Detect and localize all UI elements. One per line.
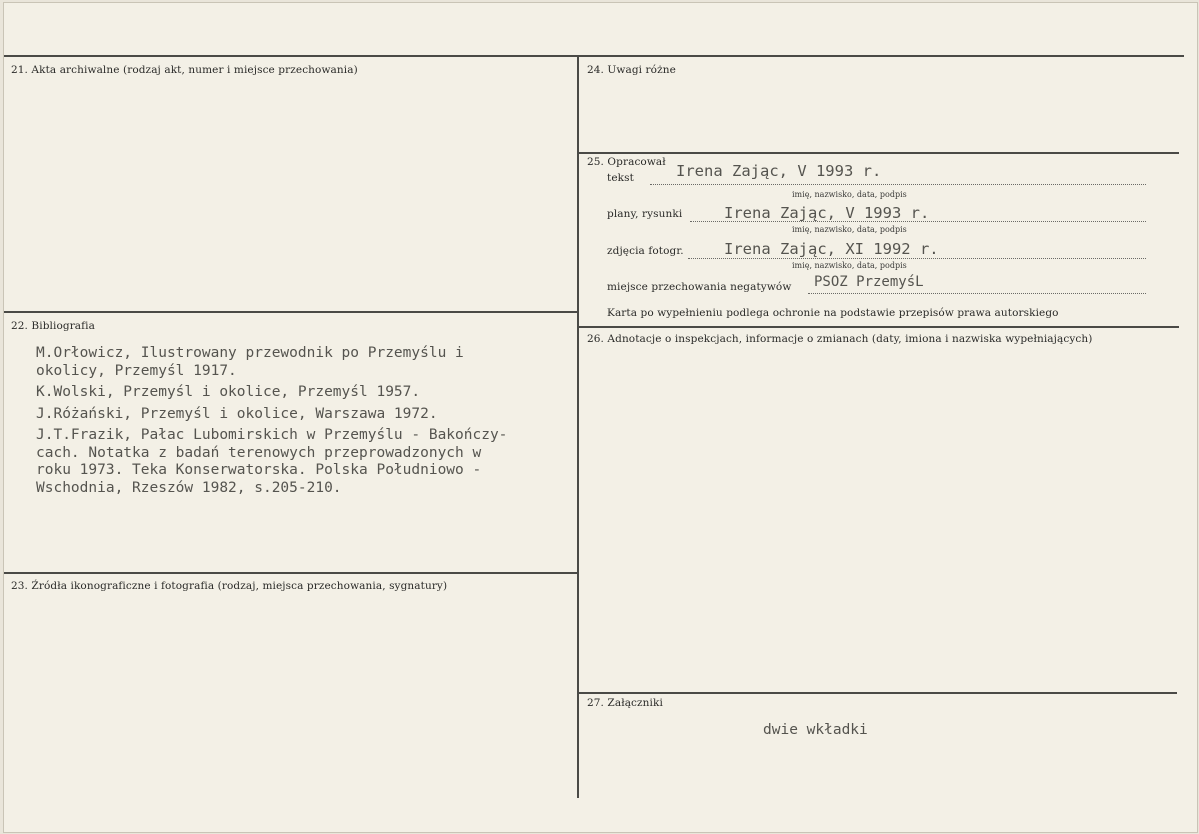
attachments-value: dwie wkładki <box>763 722 868 738</box>
section-23-label: 23. Źródła ikonograficzne i fotografia (rodzaj, miejsca przechowania, sygnatury) <box>11 580 448 592</box>
rule-21-22 <box>4 311 577 313</box>
column-divider <box>577 56 579 798</box>
plany-line <box>690 221 1146 222</box>
negatywy-line <box>808 293 1146 294</box>
tekst-value: Irena Zając, V 1993 r. <box>676 162 882 180</box>
plany-caption: imię, nazwisko, data, podpis <box>792 225 907 234</box>
negatywy-value: PSOZ PrzemyśL <box>814 274 924 290</box>
zdjecia-line <box>688 258 1146 259</box>
bibliography-entry: J.Różański, Przemyśl i okolice, Warszawa 1972. <box>36 405 438 422</box>
zdjecia-caption: imię, nazwisko, data, podpis <box>792 261 907 270</box>
tekst-line <box>650 184 1146 185</box>
section-25-label: 25. Opracował <box>587 156 666 168</box>
rule-24-25 <box>579 152 1179 154</box>
rule-25-26 <box>579 326 1179 328</box>
bibliography-list <box>36 345 507 497</box>
plany-label: plany, rysunki <box>607 208 683 220</box>
section-21-label: 21. Akta archiwalne (rodzaj akt, numer i miejsce przechowania) <box>11 64 358 76</box>
zdjecia-label: zdjęcia fotogr. <box>607 245 684 257</box>
tekst-caption: imię, nazwisko, data, podpis <box>792 190 907 199</box>
tekst-label: tekst <box>607 172 634 184</box>
bibliography-entry: J.T.Frazik, Pałac Lubomirskich w Przemyślu - Bakończy- cach. Notatka z badań terenowych przeprowadzonych w roku 1973. Teka Konserwatorska. Polska Południowo - Wschodnia, Rzeszów 1982, s.205-210. <box>36 427 508 496</box>
section-27-label: 27. Załączniki <box>587 697 663 709</box>
rule-22-23 <box>4 572 577 574</box>
bibliography-entry: K.Wolski, Przemyśl i okolice, Przemyśl 1957. <box>36 384 421 400</box>
plany-value: Irena Zając, V 1993 r. <box>724 204 930 222</box>
section-22-label: 22. Bibliografia <box>11 320 95 332</box>
section-26-label: 26. Adnotacje o inspekcjach, informacje o zmianach (daty, imiona i nazwiska wypełniających) <box>587 333 1093 345</box>
section-24-label: 24. Uwagi różne <box>587 64 676 76</box>
zdjecia-value: Irena Zając, XI 1992 r. <box>724 240 939 258</box>
negatywy-label: miejsce przechowania negatywów <box>607 281 792 293</box>
rule-26-27 <box>579 692 1177 694</box>
bibliography-entry: M.Orłowicz, Ilustrowany przewodnik po Przemyślu i okolicy, Przemyśl 1917. <box>36 345 464 379</box>
copyright-note: Karta po wypełnieniu podlega ochronie na podstawie przepisów prawa autorskiego <box>607 307 1059 319</box>
top-rule <box>4 55 1184 57</box>
